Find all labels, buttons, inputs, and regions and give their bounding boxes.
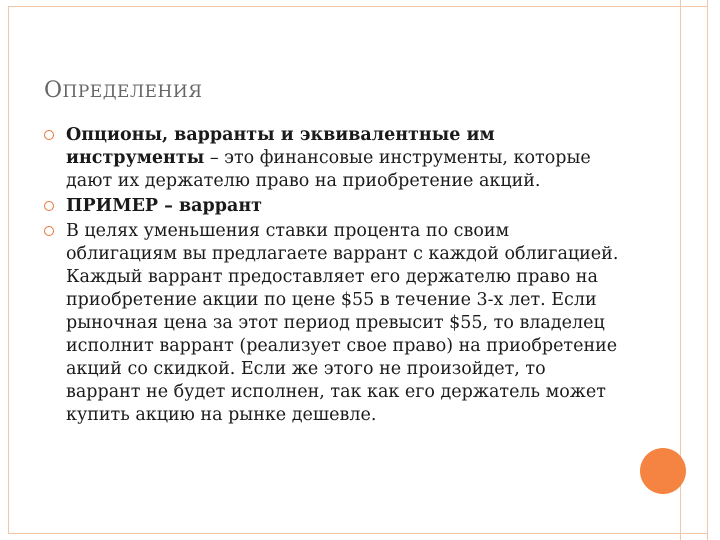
bullet-circle-icon bbox=[44, 130, 54, 140]
bullet-list bbox=[42, 124, 622, 429]
decorative-circle bbox=[640, 448, 686, 494]
title-first-letter: О bbox=[44, 78, 63, 103]
list-item bbox=[42, 124, 622, 193]
item-normal-text: – это финансовые инструменты, которые дают их держателю право на приобретение акций. bbox=[66, 148, 591, 191]
bullet-circle-icon bbox=[44, 201, 54, 211]
slide-title bbox=[44, 78, 202, 103]
list-item bbox=[42, 195, 622, 218]
item-text bbox=[66, 195, 622, 218]
list-item bbox=[42, 220, 622, 427]
item-text bbox=[66, 220, 622, 427]
item-bold-text: ПРИМЕР – варрант bbox=[66, 196, 262, 216]
item-text bbox=[66, 124, 622, 193]
title-rest: ПРЕДЕЛЕНИЯ bbox=[62, 82, 203, 102]
item-normal-text: В целях уменьшения ставки процента по своим облигациям вы предлагаете варрант с каждой облигацией. Каждый варрант предоставляет его держателю право на приобретение акции по цене $55 в течение 3-х лет. Если рыночная цена за этот период превысит $55, то владелец исполнит варрант (реализует свое право) на приобретение акций со скидкой. Если же этого не произойдет, то варрант не будет исполнен, так как его держатель может купить акцию на рынке дешевле. bbox=[66, 221, 619, 425]
bullet-circle-icon bbox=[44, 226, 54, 236]
decorative-strip bbox=[680, 0, 708, 540]
item-bold-text: Опционы, варранты и эквивалентные им инструменты bbox=[66, 125, 495, 168]
